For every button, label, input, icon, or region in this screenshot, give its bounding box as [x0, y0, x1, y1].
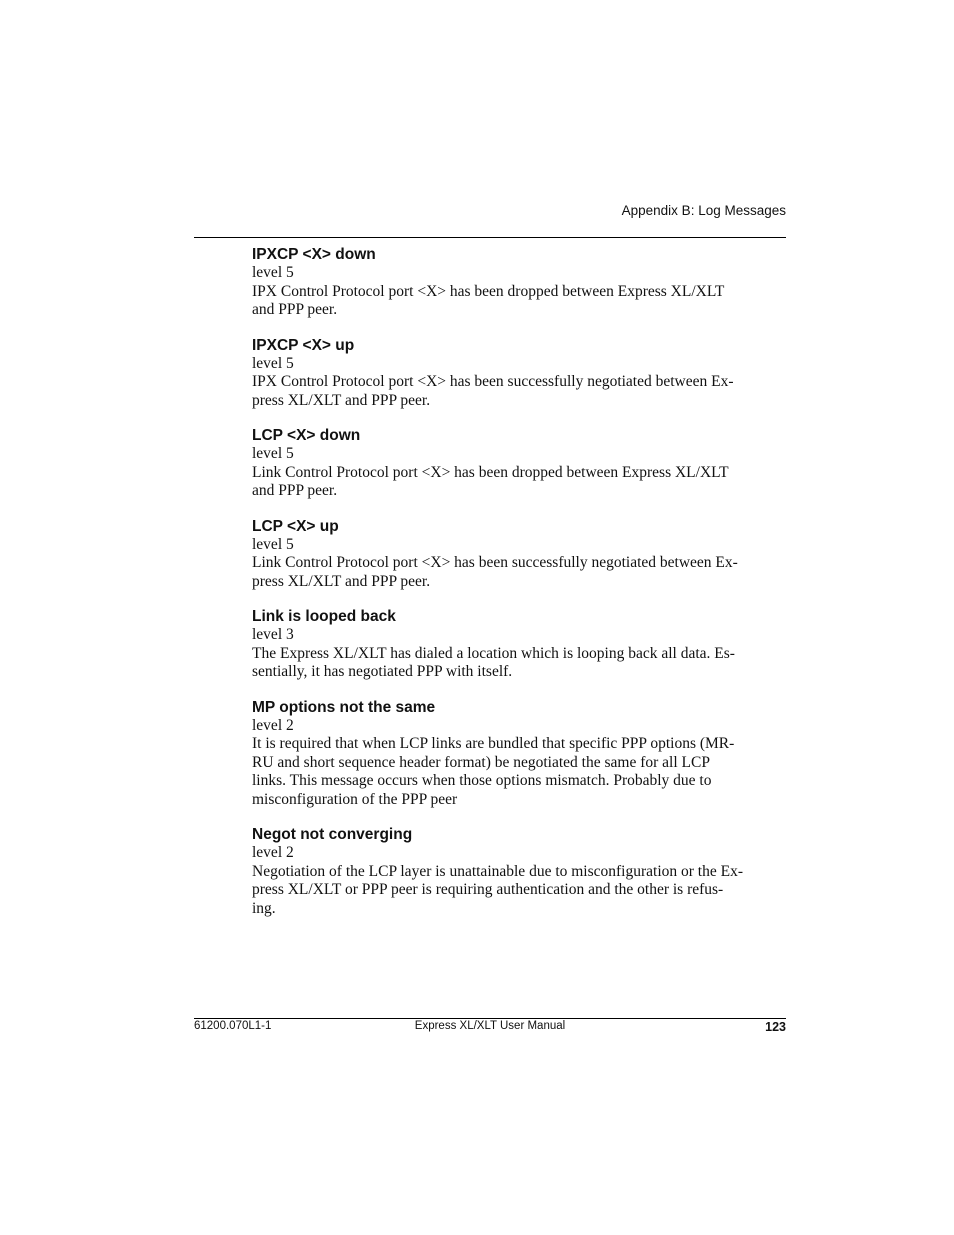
log-entry-mp-options — [252, 699, 786, 810]
entry-level: level 3 — [252, 626, 294, 643]
entry-description — [252, 863, 786, 919]
description-line: ing. — [252, 899, 276, 917]
description-line: press XL/XLT and PPP peer. — [252, 391, 431, 409]
description-line: The Express XL/XLT has dialed a location which is looping back all data. Es- — [252, 644, 735, 662]
description-line: Link Control Protocol port <X> has been dropped between Express XL/XLT — [252, 463, 729, 481]
entry-description — [252, 554, 786, 591]
description-line: Negotiation of the LCP layer is unattainable due to misconfiguration or the Ex- — [252, 862, 743, 880]
entry-title: IPXCP <X> down — [252, 246, 376, 263]
log-entry-ipxcp-up — [252, 337, 786, 411]
entry-title: LCP <X> up — [252, 517, 339, 535]
description-line: and PPP peer. — [252, 301, 338, 318]
entry-title: MP options not the same — [252, 698, 436, 716]
entry-title: LCP <X> down — [252, 427, 361, 444]
description-line: press XL/XLT or PPP peer is requiring authentication and the other is refus- — [252, 881, 724, 898]
entry-level: level 5 — [252, 354, 294, 372]
entry-level: level 2 — [252, 716, 294, 734]
manual-title: Express XL/XLT User Manual — [414, 1020, 566, 1032]
entry-description — [252, 464, 786, 501]
entry-description — [252, 283, 786, 320]
entry-level: level 5 — [252, 445, 294, 462]
entry-level: level 5 — [252, 535, 294, 553]
description-line: misconfiguration of the PPP peer — [252, 790, 458, 808]
description-line: RU and short sequence header format) be negotiated the same for all LCP — [252, 753, 710, 771]
description-line: links. This message occurs when those options mismatch. Probably due to — [252, 772, 712, 789]
footer-rule — [194, 1018, 786, 1019]
log-entry-negot-not-converging — [252, 826, 786, 918]
description-line: It is required that when LCP links are bundled that specific PPP options (MR- — [252, 735, 735, 752]
log-message-list — [252, 246, 786, 935]
entry-description — [252, 645, 786, 682]
running-header: Appendix B: Log Messages — [621, 203, 786, 218]
log-entry-link-looped-back — [252, 608, 786, 682]
description-line: and PPP peer. — [252, 482, 338, 499]
entry-description — [252, 735, 786, 809]
log-entry-lcp-down — [252, 427, 786, 501]
entry-title: IPXCP <X> up — [252, 336, 355, 354]
entry-level: level 5 — [252, 264, 294, 281]
entry-level: level 2 — [252, 844, 294, 861]
log-entry-lcp-up — [252, 518, 786, 592]
description-line: press XL/XLT and PPP peer. — [252, 572, 431, 590]
entry-description — [252, 373, 786, 410]
entry-title: Negot not converging — [252, 826, 413, 843]
entry-title: Link is looped back — [252, 608, 396, 625]
description-line: sentially, it has negotiated PPP with itself. — [252, 663, 513, 680]
description-line: Link Control Protocol port <X> has been successfully negotiated between Ex- — [252, 554, 738, 571]
document-number: 61200.070L1-1 — [194, 1020, 272, 1032]
description-line: IPX Control Protocol port <X> has been dropped between Express XL/XLT — [252, 282, 725, 300]
log-entry-ipxcp-down — [252, 246, 786, 320]
header-rule — [194, 237, 786, 238]
page-number: 123 — [765, 1020, 786, 1034]
description-line: IPX Control Protocol port <X> has been successfully negotiated between Ex- — [252, 373, 734, 390]
